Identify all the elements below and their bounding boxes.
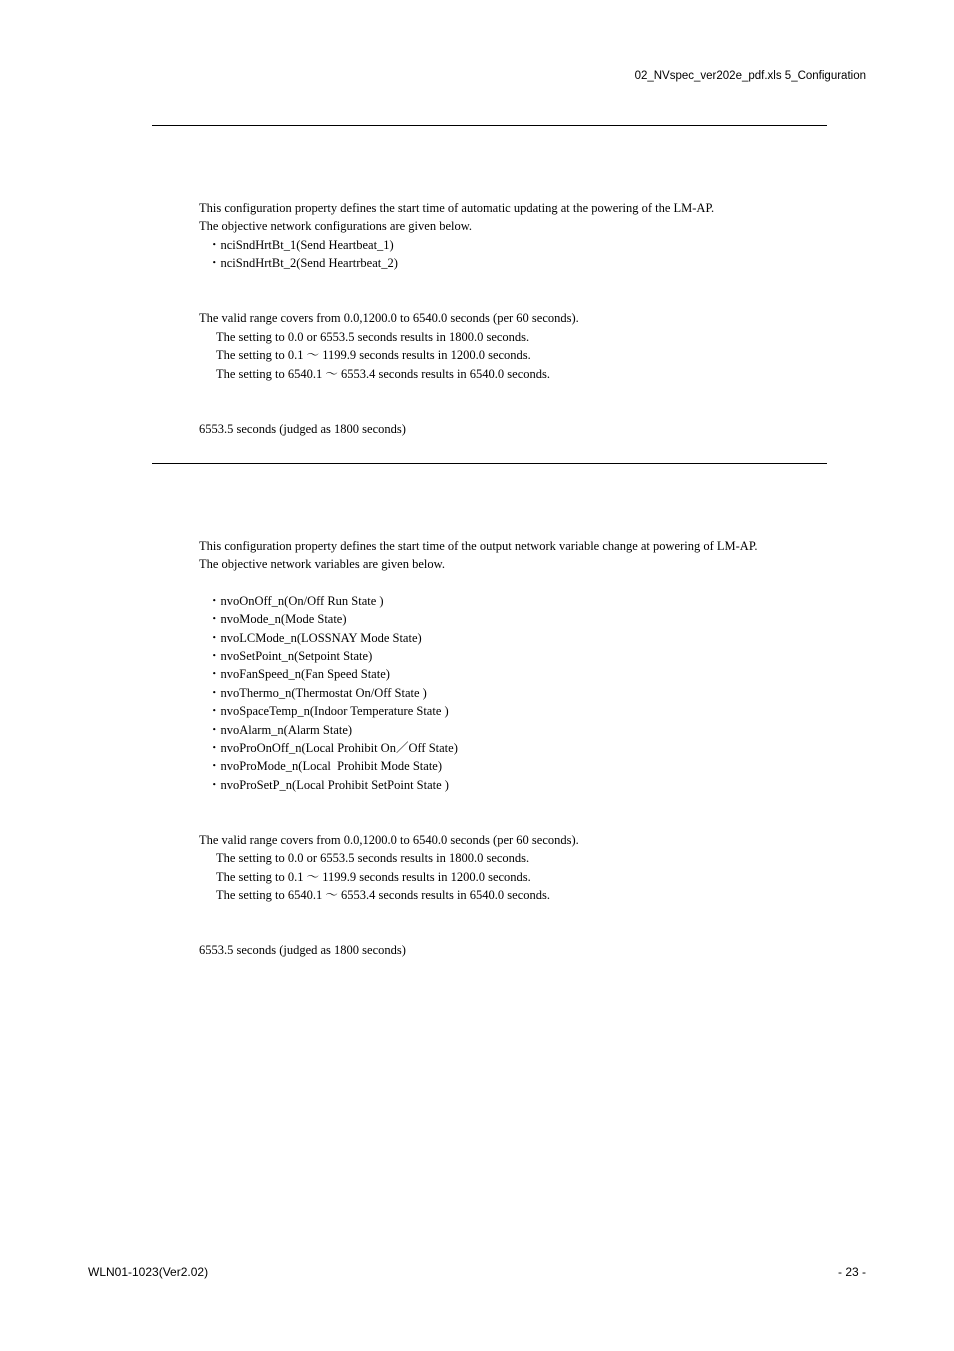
description-line: This configuration property defines the start time of the output network variable change at powering of LM-AP. [199,539,758,553]
range-line: The setting to 0.0 or 6553.5 seconds results in 1800.0 seconds. [216,851,530,866]
list-item: ・nvoThermo_n(Thermostat On/Off State ) [208,685,427,700]
range-line: The setting to 6540.1 ～ 6553.4 seconds results in 6540.0 seconds. [216,366,550,381]
range-line: The valid range covers from 0.0,1200.0 to 6540.0 seconds (per 60 seconds). [199,311,579,326]
list-item: ・nvoFanSpeed_n(Fan Speed State) [208,667,390,682]
list-item: ・nvoProMode_n(Local Prohibit Mode State) [208,759,442,774]
range-line: The setting to 0.1 ～ 1199.9 seconds results in 1200.0 seconds. [216,869,531,884]
header-filename: 02_NVspec_ver202e_pdf.xls 5_Configuration [634,70,866,82]
page-number: - 23 - [837,1265,866,1279]
description-line: The objective network variables are given below. [199,557,445,571]
section-2 [199,537,799,960]
default-value: 6553.5 seconds (judged as 1800 seconds) [199,943,406,958]
document-id: WLN01-1023(Ver2.02) [88,1265,209,1279]
list-item: ・nvoProSetP_n(Local Prohibit SetPoint State ) [208,777,449,792]
list-item: ・nvoSpaceTemp_n(Indoor Temperature State ) [208,704,449,719]
section-1 [199,199,799,438]
default-value: 6553.5 seconds (judged as 1800 seconds) [199,421,406,436]
list-item: ・nvoOnOff_n(On/Off Run State ) [208,593,384,608]
list-item: ・nciSndHrtBt_1(Send Heartbeat_1) [208,237,394,252]
description-line: This configuration property defines the start time of automatic updating at the powering of the LM-AP. [199,201,715,215]
list-item: ・nvoSetPoint_n(Setpoint State) [208,648,373,663]
description-line: The objective network configurations are given below. [199,219,473,234]
range-line: The setting to 0.1 ～ 1199.9 seconds results in 1200.0 seconds. [216,348,531,363]
range-line: The valid range covers from 0.0,1200.0 to 6540.0 seconds (per 60 seconds). [199,832,579,847]
list-item: ・nvoLCMode_n(LOSSNAY Mode State) [208,630,422,645]
range-line: The setting to 0.0 or 6553.5 seconds results in 1800.0 seconds. [216,329,530,344]
list-item: ・nvoProOnOff_n(Local Prohibit On／Off State) [208,740,458,755]
list-item: ・nvoAlarm_n(Alarm State) [208,722,353,737]
section-divider-2 [152,463,827,464]
range-line: The setting to 6540.1 ～ 6553.4 seconds results in 6540.0 seconds. [216,888,550,903]
section-divider-1 [152,125,827,126]
list-item: ・nciSndHrtBt_2(Send Heartrbeat_2) [208,256,398,271]
list-item: ・nvoMode_n(Mode State) [208,612,347,627]
